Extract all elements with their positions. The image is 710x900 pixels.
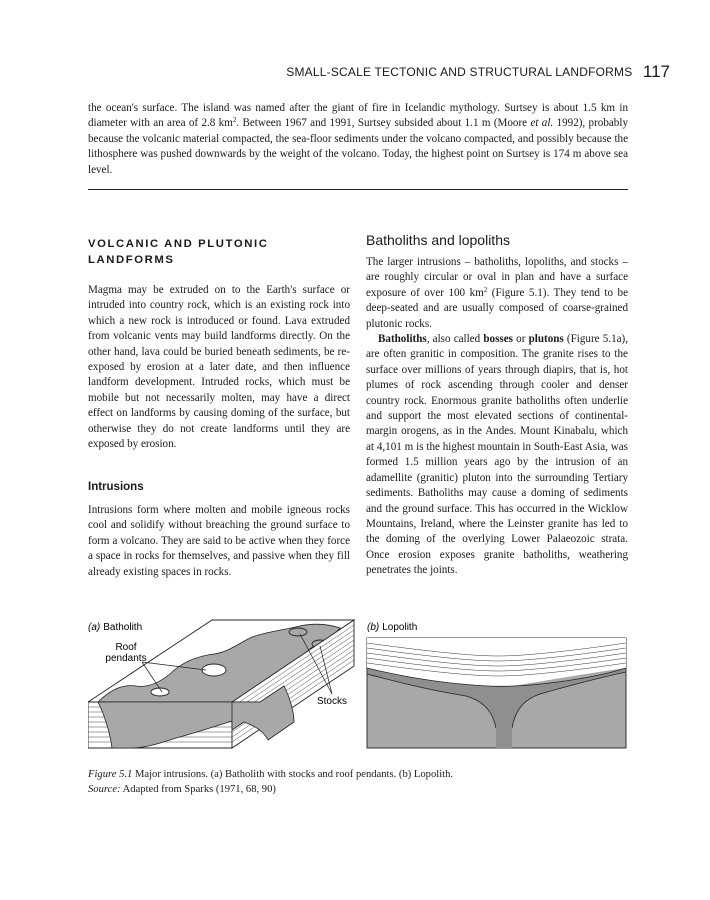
intro-text-b: . Between 1967 and 1991, Surtsey subsided about 1.1 m (Moore	[236, 117, 531, 130]
roof-pendants-label-2: pendants	[105, 653, 147, 664]
subheading-batholiths: Batholiths and lopoliths	[366, 232, 510, 248]
intro-et-al: et al.	[530, 117, 554, 130]
caption-figure-label: Figure 5.1	[88, 769, 133, 780]
batholiths-p1-a: The larger intrusions – batholiths, lopoliths, and stocks – are roughly circular or oval in plan and have a surface exposure of over 100 km	[366, 256, 628, 299]
panel-a-label: (a) Batholith	[88, 622, 143, 633]
panel-b-label: (b) Lopolith	[367, 622, 418, 633]
batholiths-superscript: 2	[483, 285, 488, 294]
figure-caption	[88, 767, 628, 797]
batholiths-text	[366, 255, 628, 579]
batholiths-p1-b: (Figure 5.1). They tend to be deep-seated and are usually composed of coarse-grained plutonic rocks.	[366, 286, 628, 330]
running-title: SMALL-SCALE TECTONIC AND STRUCTURAL LANDFORMS	[286, 65, 633, 79]
batholiths-p2-mid1: , also called	[426, 333, 484, 346]
roof-pendants-label-1: Roof	[115, 642, 137, 653]
subheading-intrusions: Intrusions	[88, 481, 144, 493]
intro-superscript: 2	[232, 116, 237, 125]
volcanic-paragraph-text: Magma may be extruded on to the Earth's surface or intruded into country rock, which is an existing rock into which a new rock is introduced or found. Lava extruded from volcanic vents may build landforms directly. On the other hand, lava could be buried beneath sediments, be re-exposed by erosion at a later date, and then influence landform development. Intruded rocks, which must be mobile but not necessarily molten, may have a direct effect on landforms by causing doming of the surface, but otherwise they do not create landforms until they are exposed by erosion.	[88, 284, 350, 451]
intro-text-a: the ocean's surface. The island was named after the giant of fire in Icelandic mythology. Surtsey is about 1.5 km in diameter with an area of 2.8 km	[88, 102, 628, 130]
batholiths-paragraph-1	[366, 255, 628, 332]
stocks-label: Stocks	[316, 696, 348, 707]
term-batholiths: Batholiths	[378, 333, 427, 346]
batholiths-p2-rest: (Figure 5.1a), are often granitic in composition. The granite rises to the surface over millions of years through diapirs, that is, hot plumes of rock ascending through cooler and denser country rock. Enormous granite batholiths often underlie and support the most elevated sections of continental-margin orogens, as in the Andes. Mount Kinabalu, which at 4,101 m is the highest mountain in South-East Asia, was formed 1.5 million years ago by the intrusion of an adamellite (granitic) pluton into the surrounding Tertiary sediments. Batholiths may cause a doming of sediments and the ground surface. This has occurred in the Wicklow Mountains, Ireland, where the Leinster granite has led to the doming of the overlying Lower Palaeozoic strata. Once erosion exposes granite batholiths, weathering penetrates the joints.	[366, 333, 629, 577]
stock-1	[289, 628, 307, 636]
caption-source-text: Adapted from Sparks (1971, 68, 90)	[120, 784, 276, 795]
batholiths-paragraph-2	[366, 332, 628, 579]
section-divider	[88, 189, 628, 190]
caption-text: Major intrusions. (a) Batholith with stocks and roof pendants. (b) Lopolith.	[132, 769, 454, 780]
running-header	[270, 62, 670, 82]
batholiths-p2-mid2: or	[512, 333, 529, 346]
intro-paragraph	[88, 101, 628, 178]
figure-5-1	[88, 616, 628, 756]
term-bosses: bosses	[483, 333, 513, 346]
lopolith-panel	[367, 638, 626, 752]
intro-text-c: 1992), probably because the volcanic material compacted, the sea-floor sediments under the volcano compacted, and possibly because the lithosphere was pushed downwards by the weight of the volcano. Today, the highest point on Surtsey is 174 m above sea level.	[88, 117, 628, 176]
lopolith-feeder	[496, 712, 512, 752]
figure-diagram	[88, 616, 628, 756]
intrusions-paragraph	[88, 503, 350, 580]
volcanic-paragraph	[88, 283, 350, 452]
intrusions-paragraph-text: Intrusions form where molten and mobile igneous rocks cool and solidify without breaching the ground surface to form a volcano. They are said to be active when they force a space in rocks for themselves, and passive when they fill already existing spaces in rocks.	[88, 504, 350, 578]
caption-source-label: Source:	[88, 784, 121, 795]
term-plutons: plutons	[528, 333, 564, 346]
page-number: 117	[642, 62, 670, 81]
section-heading-volcanic: VOLCANIC AND PLUTONIC LANDFORMS	[88, 238, 269, 266]
